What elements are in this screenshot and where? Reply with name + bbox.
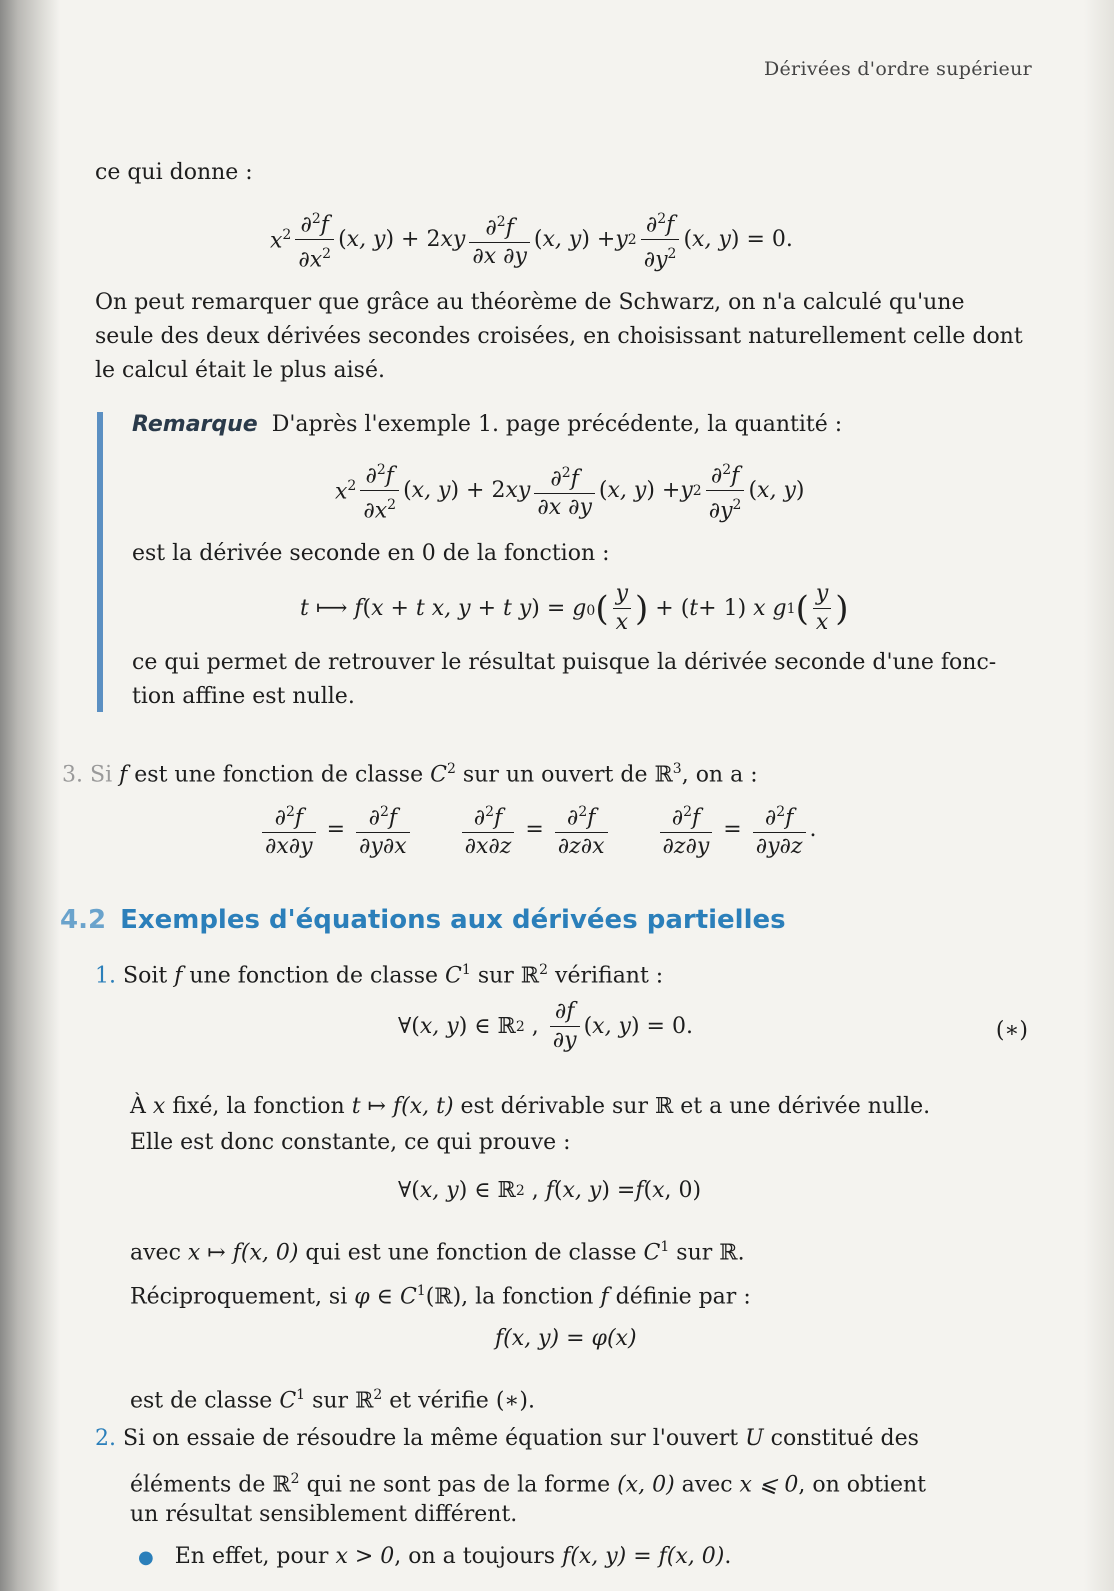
ex1-C: C — [445, 963, 462, 989]
ex1-p3-R: ℝ. — [719, 1240, 745, 1266]
section-title-text: Exemples d'équations aux dérivées partielles — [120, 905, 786, 935]
ex1-sur: sur — [477, 963, 514, 989]
ex1-p5-b: et vérifie (∗). — [389, 1388, 535, 1414]
equation-pde: $x^2$ $\frac{\partial^2f}{\partial x^2}$ ( x, y ) + 2 xy $\frac{\partial^2f}{\partial x \partial y}$ ( x, y ) + y 2 $\frac{\partial^2f}{\partial y^2}$ ( x, y ) = 0. — [270, 211, 793, 273]
remark-label: Remarque — [132, 412, 258, 437]
ex1-p1-x: x — [152, 1094, 166, 1119]
example-1-def-eq: f(x, y) = φ(x) — [495, 1326, 637, 1351]
remark-bar — [97, 412, 103, 712]
ex1-p1-R: ℝ — [654, 1094, 674, 1119]
remark-text-2: est la dérivée seconde en 0 de la fonction : — [132, 541, 610, 566]
example-2-bullet — [138, 1540, 731, 1575]
equation-star: ∀( x, y ) ∈ ℝ 2 , $\frac{\partial f}{\partial y}$ ( x, y ) = 0. — [398, 999, 693, 1053]
ex1-classe: une fonction de classe — [189, 963, 439, 989]
ex1-p3-map: x ↦ f(x, 0) — [187, 1240, 299, 1266]
ex1-p1-c: est dérivable sur — [460, 1094, 648, 1119]
item-3-class: C — [430, 762, 447, 788]
paragraph-line-3: le calcul était le plus aisé. — [95, 358, 385, 383]
paragraph-line-1: On peut remarquer que grâce au théorème de Schwarz, on n'a calculé qu'une — [95, 290, 965, 315]
example-1-p5 — [130, 1378, 535, 1418]
ex1-p3-sur: sur — [676, 1240, 713, 1266]
example-1-p3 — [130, 1230, 745, 1270]
ex1-R-exp: 2 — [539, 962, 549, 978]
page-edge-shadow — [1084, 0, 1114, 1591]
schwarz-equalities: $\frac{\partial^2f}{\partial x\partial y}$ = $\frac{\partial^2f}{\partial y\partial x}$ $\frac{\partial^2f}{\partial x\partial z}$ = $\frac{\partial^2f}{\partial z\partial x}$ $\frac{\partial^2f}{\partial z\partial y}$ = $\frac{\partial^2f}{\partial y\partial z}$ . — [258, 798, 817, 861]
example-2-line-1 — [95, 1422, 919, 1456]
item-3-pre: Si — [90, 762, 113, 788]
example-2-line-2 — [130, 1462, 926, 1502]
item-3-mid: est une fonction de classe — [134, 762, 424, 788]
item-3-space-exp: 3 — [672, 761, 682, 777]
ex1-f: f — [174, 963, 183, 989]
ex1-p5-C: C — [279, 1388, 297, 1414]
ex1-p4-b: (ℝ), la fonction — [425, 1284, 594, 1310]
ex2-b-eq: f(x, y) = f(x, 0) — [562, 1544, 725, 1569]
remark-text-3a: ce qui permet de retrouver le résultat puisque la dérivée seconde d'une fonc- — [132, 650, 997, 675]
example-2-line-3: un résultat sensiblement différent. — [130, 1502, 518, 1527]
ex1-verifiant: vérifiant : — [555, 963, 664, 989]
ex1-R: ℝ — [520, 963, 540, 989]
equation-constant: ∀( x, y ) ∈ ℝ 2 , f ( x, y ) = f ( x , 0) — [398, 1178, 702, 1203]
ex2-l2-pair: (x, 0) — [617, 1472, 675, 1498]
remark-text-3b: tion affine est nulle. — [132, 684, 355, 709]
item-3-f: f — [119, 762, 128, 788]
section-title — [60, 905, 786, 935]
paragraph-line-2: seule des deux dérivées secondes croisées, en choisissant naturellement celle dont — [95, 324, 1023, 349]
book-spine-shadow — [0, 0, 60, 1591]
ex1-p1-b: fixé, la fonction — [172, 1094, 345, 1119]
item-3-number: 3. — [62, 762, 83, 788]
bullet-icon: ● — [138, 1547, 154, 1568]
item-3-mid2: sur un ouvert de — [462, 762, 648, 788]
ex2-l2-c: avec — [681, 1472, 733, 1498]
ex2-b-a: En effet, pour — [174, 1544, 329, 1569]
ex2-l2-R-exp: 2 — [290, 1471, 300, 1487]
ex1-p5-sur: sur — [312, 1388, 349, 1414]
ex1-p1-map: t ↦ f(x, t) — [351, 1094, 454, 1119]
remark-heading — [132, 408, 842, 442]
ex1-p3-b: qui est une fonction de classe — [305, 1240, 637, 1266]
running-head: Dérivées d'ordre supérieur — [763, 58, 1032, 80]
ex1-p5-R-exp: 2 — [373, 1387, 383, 1403]
section-number: 4.2 — [60, 905, 107, 935]
item-3-post: , on a : — [681, 762, 758, 788]
ex1-p3-C: C — [643, 1240, 661, 1266]
ex2-b-b: , on a toujours — [394, 1544, 556, 1569]
example-2-number: 2. — [95, 1426, 116, 1451]
intro-text: ce qui donne : — [95, 160, 253, 185]
item-3-space: ℝ — [654, 762, 673, 788]
item-3 — [62, 752, 758, 792]
ex2-l1-b: constitué des — [770, 1426, 919, 1451]
ex2-l1-U: U — [745, 1426, 764, 1451]
ex1-p4-a: Réciproquement, si — [130, 1284, 348, 1310]
ex2-l1-a: Si on essaie de résoudre la même équation sur l'ouvert — [123, 1426, 739, 1451]
remark-function: t ⟼ f(x + t x, y + t y) = g0 ( $\frac{y}{x}$ ) + ( t + 1) x g 1 ( $\frac{y}{x}$ ) — [300, 581, 849, 635]
ex2-b-c: . — [724, 1544, 732, 1569]
ex2-l2-R: ℝ — [272, 1472, 291, 1498]
item-3-class-exp: 2 — [446, 761, 456, 777]
remark-text-1: D'après l'exemple 1. page précédente, la quantité : — [271, 412, 843, 437]
example-1-p4 — [130, 1274, 751, 1314]
example-1-statement — [95, 953, 663, 993]
ex1-p4-f: f — [600, 1284, 609, 1310]
example-1-p2: Elle est donc constante, ce qui prouve : — [130, 1130, 571, 1155]
ex1-p5-a: est de classe — [130, 1388, 273, 1414]
ex2-l2-ineq: x ⩽ 0 — [739, 1472, 799, 1498]
ex1-C-exp: 1 — [461, 962, 471, 978]
ex2-l2-a: éléments de — [130, 1472, 266, 1498]
ex1-p4-phi: φ ∈ C — [354, 1284, 417, 1310]
remark-equation: $x^2$ $\frac{\partial^2f}{\partial x^2}$ ( x, y ) + 2 xy $\frac{\partial^2f}{\partial x \partial y}$ ( x, y ) + y 2 $\frac{\partial^2f}{\partial y^2}$ ( x, y ) — [335, 462, 805, 524]
ex1-p5-C-exp: 1 — [296, 1387, 306, 1403]
ex1-p5-R: ℝ — [355, 1388, 374, 1414]
ex1-soit: Soit — [123, 963, 168, 989]
example-1-number: 1. — [95, 963, 116, 989]
ex1-p1-a: À — [130, 1094, 146, 1119]
ex1-p3-C-exp: 1 — [660, 1239, 670, 1255]
ex2-l2-d: , on obtient — [798, 1472, 927, 1498]
ex1-p3-a: avec — [130, 1240, 181, 1266]
ex1-p4-exp: 1 — [416, 1283, 426, 1299]
ex2-l2-b: qui ne sont pas de la forme — [306, 1472, 611, 1498]
ex2-b-ineq: x > 0 — [335, 1544, 395, 1569]
ex1-p4-c: définie par : — [615, 1284, 751, 1310]
equation-tag: (∗) — [995, 1018, 1028, 1043]
ex1-p1-d: et a une dérivée nulle. — [680, 1094, 931, 1119]
example-1-p1 — [130, 1090, 930, 1124]
